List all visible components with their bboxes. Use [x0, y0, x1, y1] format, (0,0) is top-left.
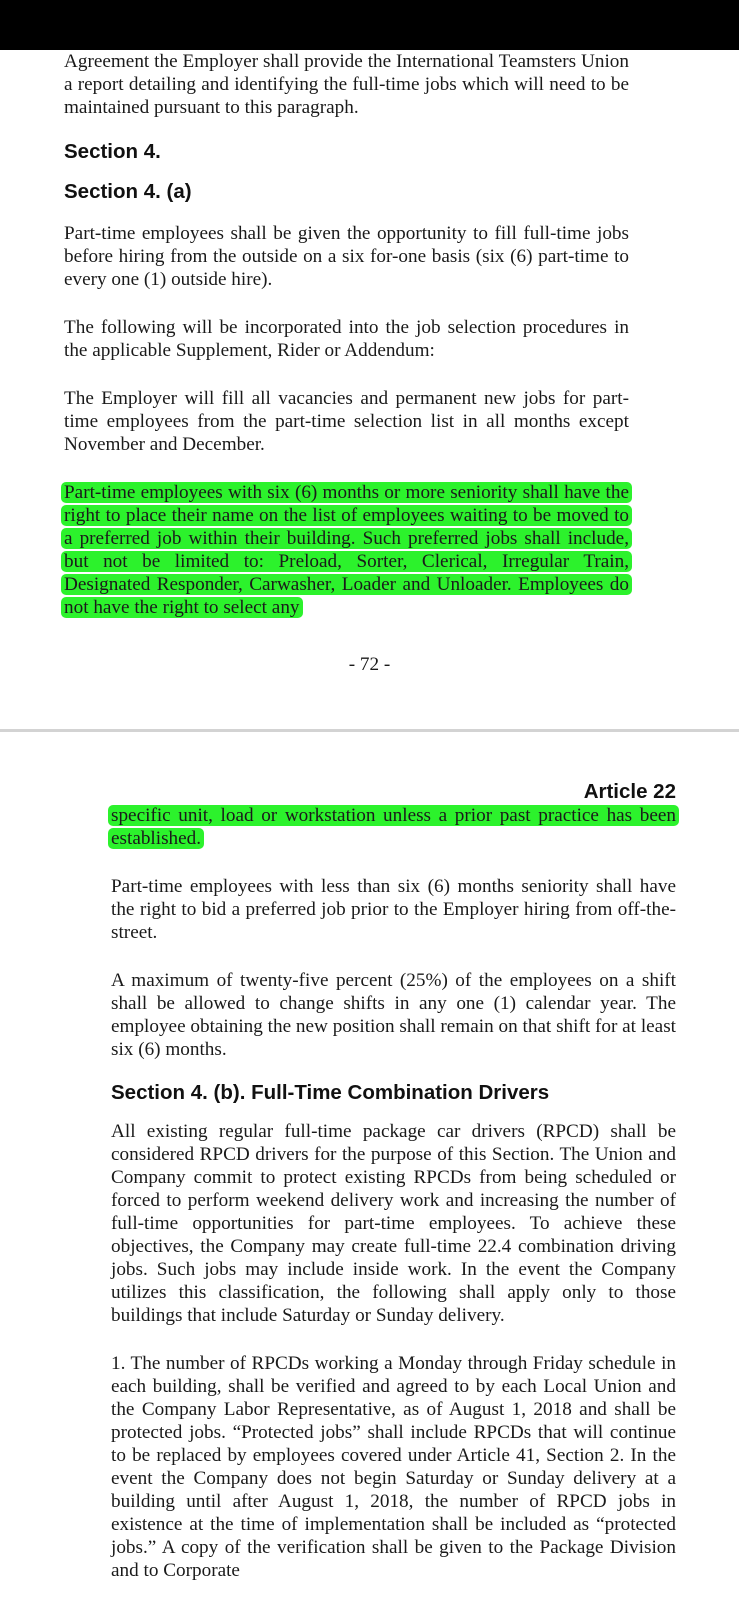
page-divider: [0, 729, 739, 732]
paragraph: A maximum of twenty-five percent (25%) of the employees on a shift shall be allowed to change shifts in any one (1) calendar year. The employee obtaining the new position shall remain on that shift for at least six (6) months.: [111, 970, 676, 1060]
paragraph: Part-time employees with less than six (6) months seniority shall have the right to bid a preferred job prior to the Employer hiring from off-the-street.: [111, 876, 676, 943]
paragraph: All existing regular full-time package car drivers (RPCD) shall be considered RPCD drivers for the purpose of this Section. The Union and Company commit to protect existing RPCDs from being scheduled or forced to perform weekend delivery work and increasing the number of full-time opportunities for part-time employees. To achieve these objectives, the Company may create full-time 22.4 combination driving jobs. Such jobs may include inside work. In the event the Company utilizes this classification, the following shall apply only to those buildings that include Saturday or Sunday delivery.: [111, 1121, 676, 1326]
paragraph: Part-time employees shall be given the opportunity to fill full-time jobs before hiring from the outside on a six for-one basis (six (6) part-time to every one (1) outside hire).: [64, 223, 629, 290]
paragraph: 1. The number of RPCDs working a Monday through Friday schedule in each building, shall be verified and agreed to by each Local Union and the Company Labor Representative, as of August 1, 2018 and shall be protected jobs. “Protected jobs” shall include RPCDs that will continue to be replaced by employees covered under Article 41, Section 2. In the event the Company does not begin Saturday or Sunday delivery at a building until after August 1, 2018, the number of RPCD jobs in existence at the time of implementation shall be included as “protected jobs.” A copy of the verification shall be given to the Package Division and to Corporate: [111, 1353, 676, 1581]
page-number: - 72 -: [348, 654, 391, 675]
text-highlight[interactable]: Part-time employees with six (6) months or more seniority shall have the right to place their name on the list of employees waiting to be moved to a preferred job within their building. Such preferred jobs shall include, but not be limited to: Preload, Sorter, Clerical, Irregular Train, Designated Responder, Carwasher, Loader and Unloader. Employees do not have the right to select any: [61, 482, 632, 618]
paragraph: The following will be incorporated into the job selection procedures in the applicable Supplement, Rider or Addendum:: [64, 317, 629, 361]
paragraph: The Employer will fill all vacancies and permanent new jobs for part-time employees from the part-time selection list in all months except November and December.: [64, 388, 629, 455]
top-black-bar: [0, 0, 739, 50]
highlighted-paragraph: [64, 481, 629, 619]
highlighted-paragraph: [111, 804, 676, 850]
document-page-73: [111, 780, 676, 1582]
section-heading: Section 4. (b). Full-Time Combination Drivers: [111, 1081, 550, 1104]
text-highlight[interactable]: specific unit, load or workstation unless a prior past practice has been established.: [108, 805, 679, 849]
subsection-heading: Section 4. (a): [64, 180, 192, 203]
document-page-72: [64, 50, 629, 619]
section-heading: Section 4.: [64, 140, 161, 163]
intro-paragraph: Agreement the Employer shall provide the International Teamsters Union a report detailing and identifying the full-time jobs which will need to be maintained pursuant to this paragraph.: [64, 51, 629, 118]
running-header: Article 22: [583, 780, 676, 803]
